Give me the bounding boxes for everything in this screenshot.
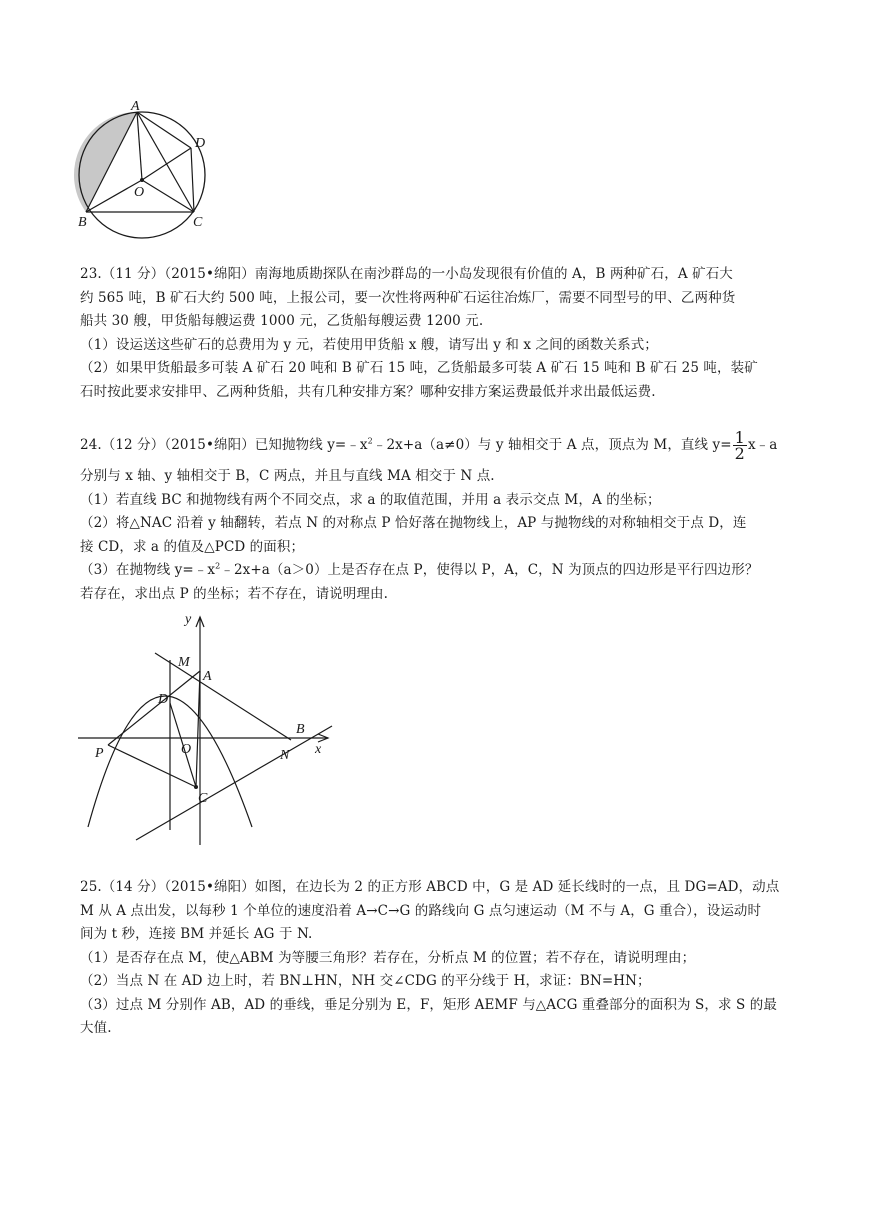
point-c (194, 785, 198, 789)
problem-23-question-2-line-1: （2）如果甲货船最多可装 A 矿石 20 吨和 B 矿石 15 吨，乙货船最多可装 A 矿石 15 吨和 B 矿石 25 吨，装矿 (80, 360, 758, 376)
exponent-2: 2 (215, 561, 221, 571)
problem-24-line-2: 分别与 x 轴、y 轴相交于 B，C 两点，并且与直线 MA 相交于 N 点. (80, 468, 495, 484)
problem-25-line-3: 间为 t 秒，连接 BM 并延长 AG 于 N. (80, 926, 313, 942)
problem-23-question-2-line-2: 石时按此要求安排甲、乙两种货船，共有几种安排方案？哪种安排方案运费最低并求出最低运费. (80, 383, 656, 400)
problem-25-question-1: （1）是否存在点 M，使△ABM 为等腰三角形？若存在，分析点 M 的位置；若不存在，请说明理由； (80, 949, 696, 966)
line-ma (155, 653, 291, 740)
segment-oa (137, 112, 142, 180)
label-n: N (280, 748, 290, 763)
problem-24-question-3-part-a: （3）在抛物线 y=﹣x (80, 562, 216, 578)
segment-pa (108, 671, 200, 745)
label-c: C (198, 791, 208, 806)
chord-dc (191, 148, 194, 212)
label-a: A (131, 99, 140, 114)
label-p: P (95, 746, 104, 761)
line-bc (136, 726, 332, 840)
label-m: M (178, 655, 190, 670)
label-b: B (296, 722, 305, 737)
chord-ac (137, 112, 194, 212)
problem-23-line-1: 23.（11 分）（2015•绵阳）南海地质勘探队在南沙群岛的一小岛发现很有价值的 A，B 两种矿石，A 矿石大 (80, 266, 733, 282)
fraction-numerator: 1 (734, 428, 745, 447)
label-x: x (315, 742, 322, 757)
parabola-figure (70, 605, 350, 850)
problem-24-question-2-line-2: 接 CD，求 a 的值及△PCD 的面积； (80, 538, 305, 555)
label-o: O (134, 185, 145, 200)
label-y: y (185, 612, 192, 627)
exponent-2: 2 (367, 436, 373, 446)
segment-oc (142, 180, 194, 212)
problem-24 (80, 430, 792, 606)
problem-24-line-1-part-a: 24.（12 分）（2015•绵阳）已知抛物线 y=﹣x (80, 437, 368, 453)
label-o: O (181, 742, 192, 757)
label-c: C (193, 215, 203, 230)
problem-24-question-3-line-1 (80, 559, 792, 583)
problem-24-line-1-part-c: x﹣a (747, 437, 778, 453)
label-d: D (158, 692, 169, 707)
circle-figure (70, 100, 230, 240)
fraction-one-half (733, 430, 747, 461)
problem-24-question-3-part-b: ﹣2x+a（a＞0）上是否存在点 P，使得以 P，A，C，N 为顶点的四边形是平行四边形？ (220, 562, 759, 578)
problem-24-question-2-line-1: （2）将△NAC 沿着 y 轴翻转，若点 N 的对称点 P 恰好落在抛物线上，AP 与抛物线的对称轴相交于点 D，连 (80, 515, 747, 531)
problem-23-line-2: 约 565 吨，B 矿石大约 500 吨，上报公司，要一次性将两种矿石运往冶炼厂，需要不同型号的甲、乙两种货 (80, 289, 736, 306)
problem-24-question-3-line-2: 若存在，求出点 P 的坐标；若不存在，请说明理由. (80, 585, 388, 602)
problem-24-line-1 (80, 430, 792, 461)
segment-od (142, 148, 191, 180)
problem-23-line-3: 船共 30 艘，甲货船每艘运费 1000 元，乙货船每艘运费 1200 元. (80, 313, 484, 329)
problem-25-question-3-line-1: （3）过点 M 分别作 AB，AD 的垂线，垂足分别为 E，F，矩形 AEMF 与△ACG 重叠部分的面积为 S，求 S 的最 (80, 996, 777, 1013)
label-b: B (78, 215, 87, 230)
problem-23 (80, 263, 792, 404)
problem-25-question-3-line-2: 大值. (80, 1020, 112, 1036)
problem-25-question-2: （2）当点 N 在 AD 边上时，若 BN⊥HN，NH 交∠CDG 的平分线于 H，求证：BN=HN； (80, 973, 651, 989)
problem-25 (80, 876, 792, 1041)
problem-25-line-1: 25.（14 分）（2015•绵阳）如图，在边长为 2 的正方形 ABCD 中，G 是 AD 延长线时的一点，且 DG=AD，动点 (80, 879, 780, 895)
problem-24-line-1-part-b: ﹣2x+a（a≠0）与 y 轴相交于 A 点，顶点为 M，直线 y= (372, 437, 732, 453)
center-point (140, 178, 144, 182)
chord-ad (137, 112, 191, 148)
fraction-denominator: 2 (734, 444, 745, 463)
problem-24-question-1: （1）若直线 BC 和抛物线有两个不同交点，求 a 的取值范围，并用 a 表示交点 M，A 的坐标； (80, 491, 661, 508)
problem-23-question-1: （1）设运送这些矿石的总费用为 y 元，若使用甲货船 x 艘，请写出 y 和 x 之间的函数关系式； (80, 336, 658, 353)
label-a: A (203, 669, 212, 684)
label-d: D (195, 136, 206, 151)
problem-25-line-2: M 从 A 点出发，以每秒 1 个单位的速度沿着 A→C→G 的路线向 G 点匀速运动（M 不与 A，G 重合），设运动时 (80, 902, 762, 919)
